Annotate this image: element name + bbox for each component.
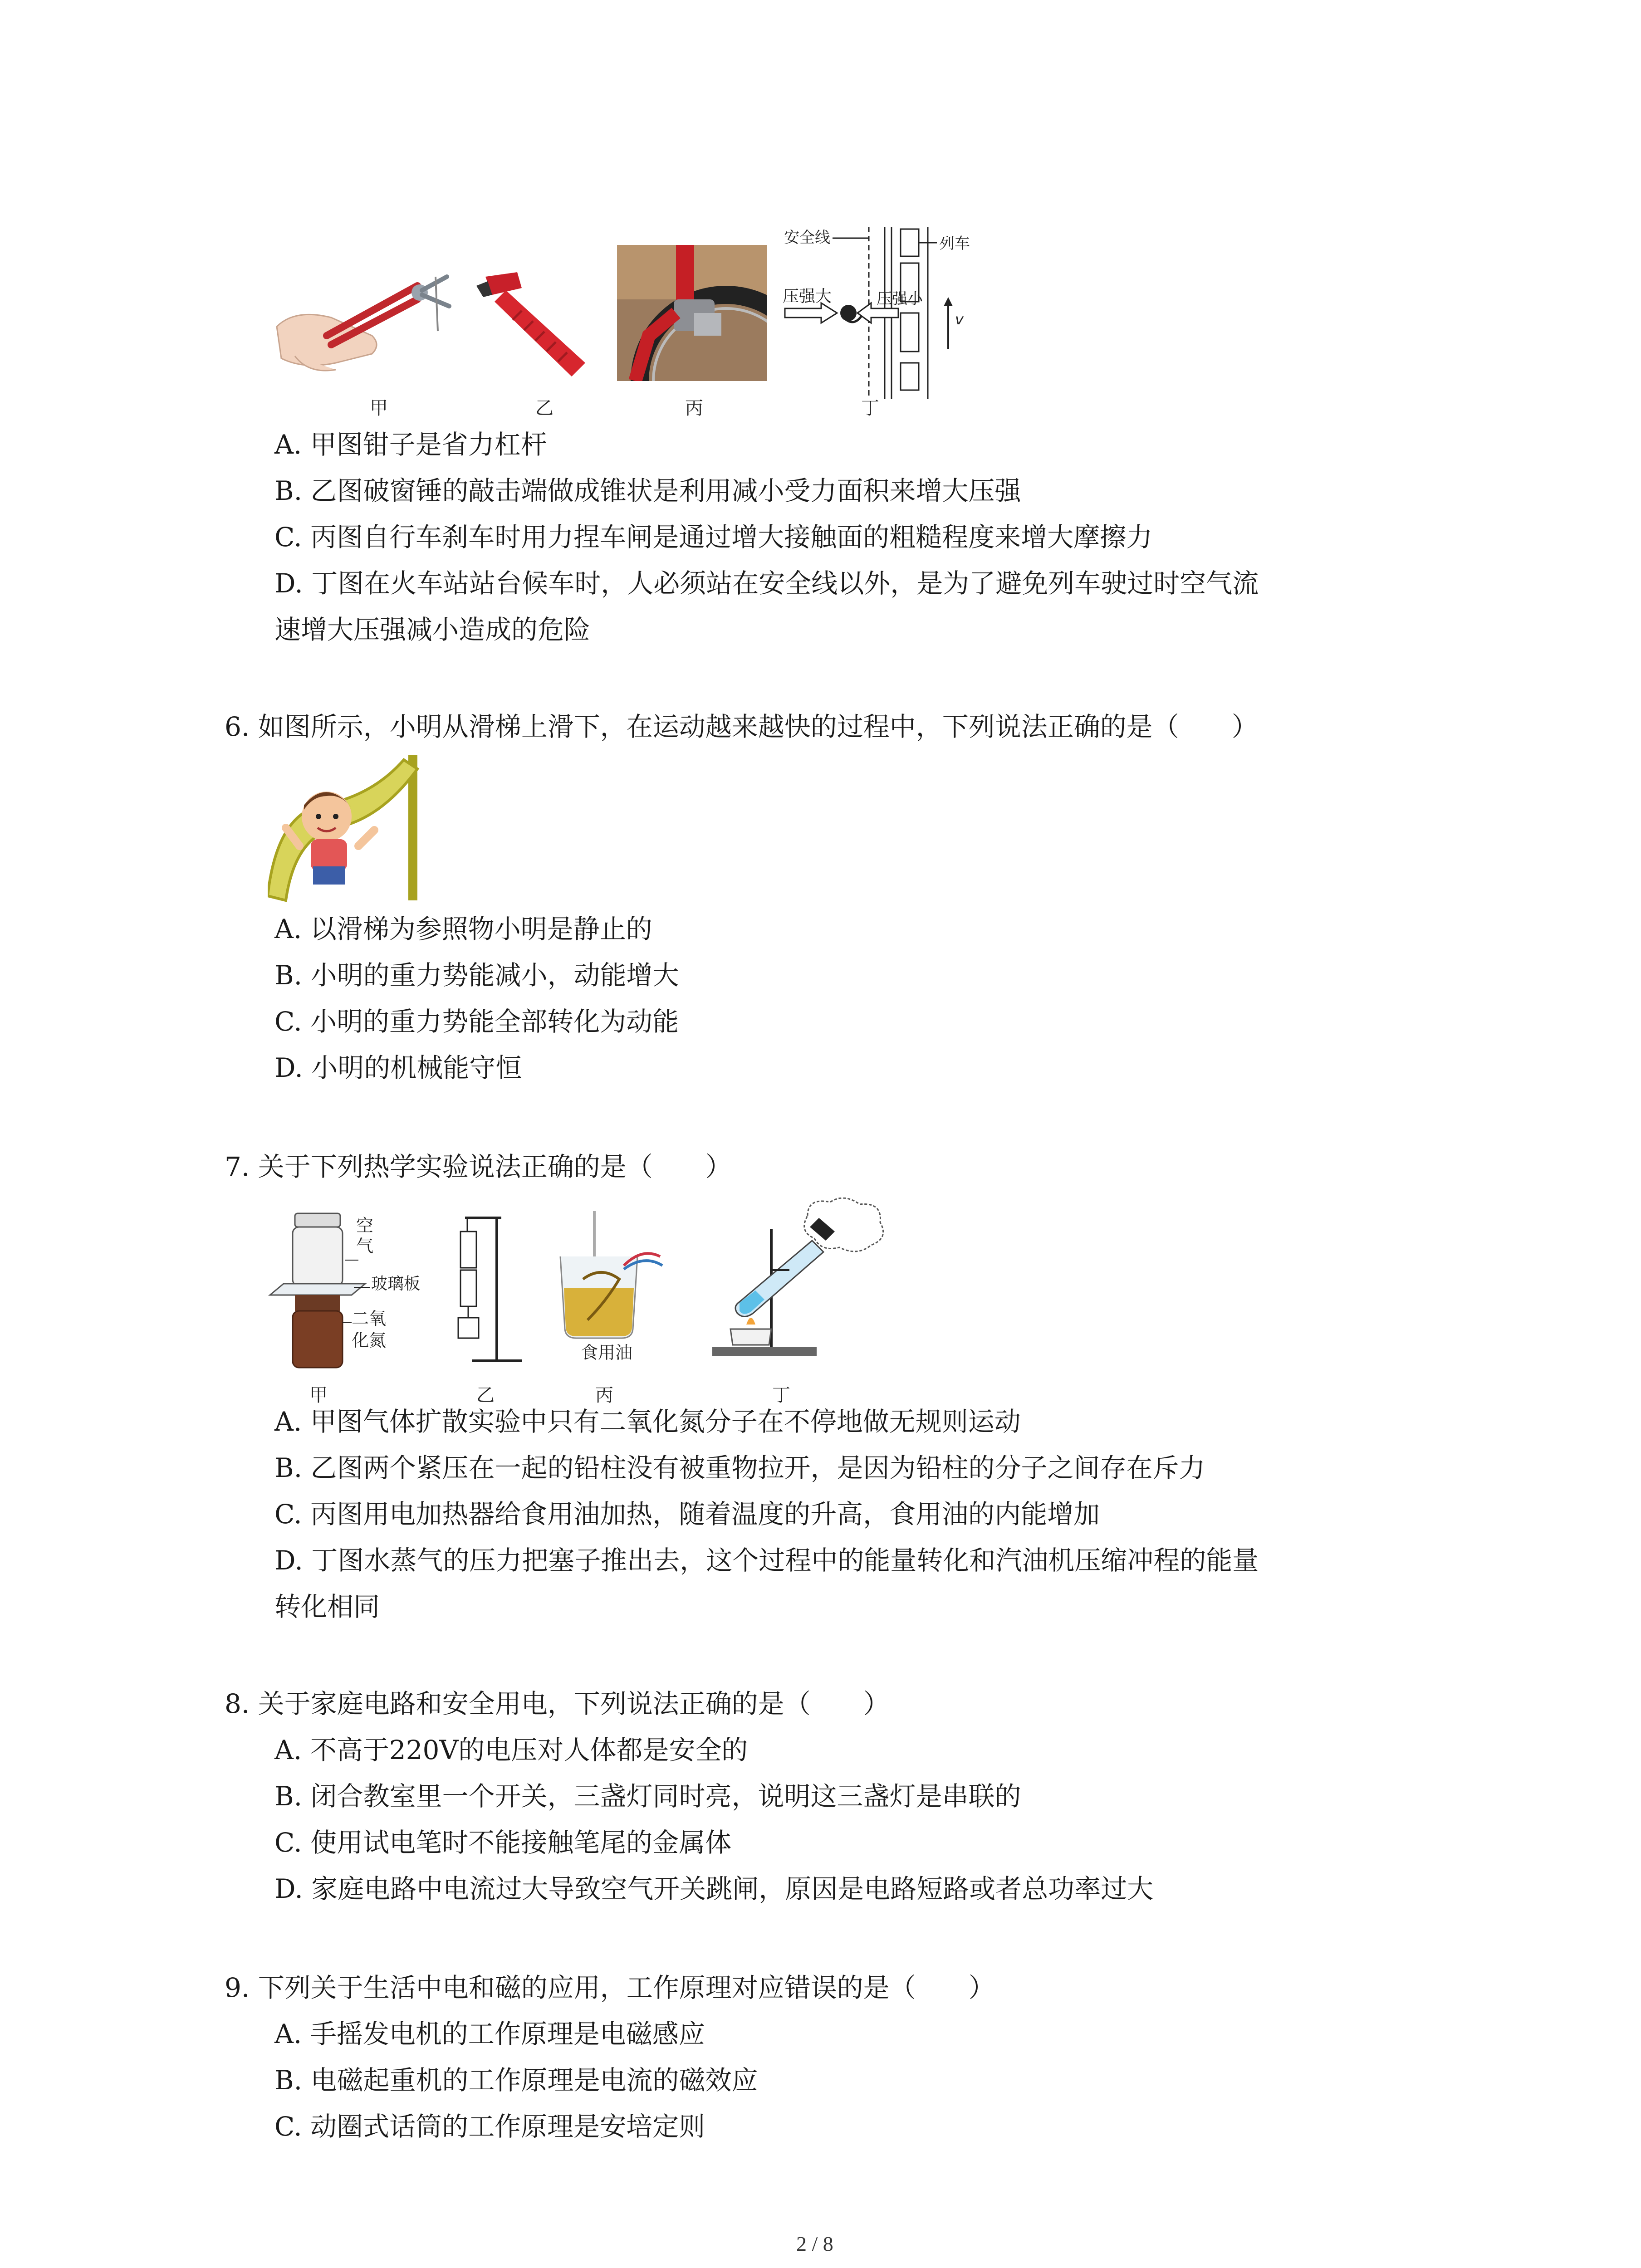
steam-tube-figure: [703, 1198, 894, 1361]
glass-plate-label: 玻璃板: [371, 1275, 421, 1293]
pliers-figure: [268, 268, 458, 381]
q9-option-a: A. 手摇发电机的工作原理是电磁感应: [274, 2019, 705, 2049]
slide-figure: [268, 751, 431, 905]
train-label: 列车: [939, 235, 970, 253]
q7-stem: 7. 关于下列热学实验说法正确的是（ ）: [225, 1151, 732, 1182]
lead-cylinders-figure: [440, 1211, 531, 1365]
q7-option-d-continued: 转化相同: [274, 1591, 380, 1622]
q6-option-a: A. 以滑梯为参照物小明是静止的: [274, 914, 652, 944]
q7-option-d: D. 丁图水蒸气的压力把塞子推出去，这个过程中的能量转化和汽油机压缩冲程的能量: [274, 1545, 1259, 1576]
q7-figure-label-jia: 甲: [309, 1385, 328, 1406]
q5-option-d: D. 丁图在火车站站台候车时，人必须站在安全线以外，是为了避免列车驶过时空气流: [274, 568, 1259, 599]
q5-figure-label-bing: 丙: [685, 398, 703, 419]
window-hammer-figure: [467, 268, 599, 381]
q9-option-b: B. 电磁起重机的工作原理是电流的磁效应: [274, 2065, 758, 2096]
q9-option-c: C. 动圈式话筒的工作原理是安培定则: [274, 2111, 705, 2142]
page-number: 2 / 8: [796, 2232, 833, 2255]
q5-figure-label-yi: 乙: [535, 398, 554, 419]
q5-option-b: B. 乙图破窗锤的敲击端做成锥状是利用减小受力面积来增大压强: [274, 475, 1021, 506]
q7-figure-label-bing: 丙: [595, 1385, 613, 1406]
bicycle-brake-photo: [617, 245, 767, 381]
q5-option-c: C. 丙图自行车刹车时用力捏车闸是通过增大接触面的粗糙程度来增大摩擦力: [274, 522, 1153, 552]
pressure-low-label: 压强小: [877, 290, 923, 308]
velocity-label: v: [955, 311, 964, 328]
oil-label: 食用油: [581, 1343, 633, 1361]
q8-option-d: D. 家庭电路中电流过大导致空气开关跳闸，原因是电路短路或者总功率过大: [274, 1873, 1154, 1904]
q9-stem: 9. 下列关于生活中电和磁的应用，工作原理对应错误的是（ ）: [225, 1972, 995, 2003]
q8-option-c: C. 使用试电笔时不能接触笔尾的金属体: [274, 1827, 732, 1858]
q5-figure-label-ding: 丁: [861, 398, 879, 419]
q7-option-a: A. 甲图气体扩散实验中只有二氧化氮分子在不停地做无规则运动: [274, 1406, 1021, 1437]
pressure-high-label: 压强大: [783, 287, 832, 306]
q8-option-b: B. 闭合教室里一个开关，三盏灯同时亮，说明这三盏灯是串联的: [274, 1781, 1021, 1812]
q5-option-a: A. 甲图钳子是省力杠杆: [274, 429, 547, 460]
q6-stem: 6. 如图所示，小明从滑梯上滑下，在运动越来越快的过程中，下列说法正确的是（ ）: [225, 711, 1258, 742]
no2-label-1: 二氧: [352, 1309, 387, 1329]
q7-figure-label-ding: 丁: [772, 1385, 790, 1406]
q5-figure-label-jia: 甲: [370, 398, 388, 419]
train-platform-diagram: [780, 218, 1016, 408]
q8-option-a: A. 不高于220V的电压对人体都是安全的: [274, 1735, 748, 1765]
gas-diffusion-figure: [268, 1211, 440, 1370]
q8-stem: 8. 关于家庭电路和安全用电，下列说法正确的是（ ）: [225, 1688, 890, 1719]
air-label-1: 空: [356, 1216, 374, 1236]
q7-figure-label-yi: 乙: [476, 1385, 495, 1406]
q7-option-c: C. 丙图用电加热器给食用油加热，随着温度的升高，食用油的内能增加: [274, 1499, 1100, 1530]
q6-option-b: B. 小明的重力势能减小，动能增大: [274, 960, 679, 991]
safety-line-label: 安全线: [784, 229, 830, 247]
no2-label-2: 化氮: [352, 1330, 387, 1350]
q7-option-b: B. 乙图两个紧压在一起的铅柱没有被重物拉开，是因为铅柱的分子之间存在斥力: [274, 1452, 1205, 1483]
oil-heating-figure: [556, 1211, 701, 1361]
q6-option-c: C. 小明的重力势能全部转化为动能: [274, 1006, 679, 1037]
air-label-2: 气: [356, 1236, 374, 1256]
q5-option-d-continued: 速增大压强减小造成的危险: [274, 614, 591, 645]
q6-option-d: D. 小明的机械能守恒: [274, 1052, 522, 1083]
